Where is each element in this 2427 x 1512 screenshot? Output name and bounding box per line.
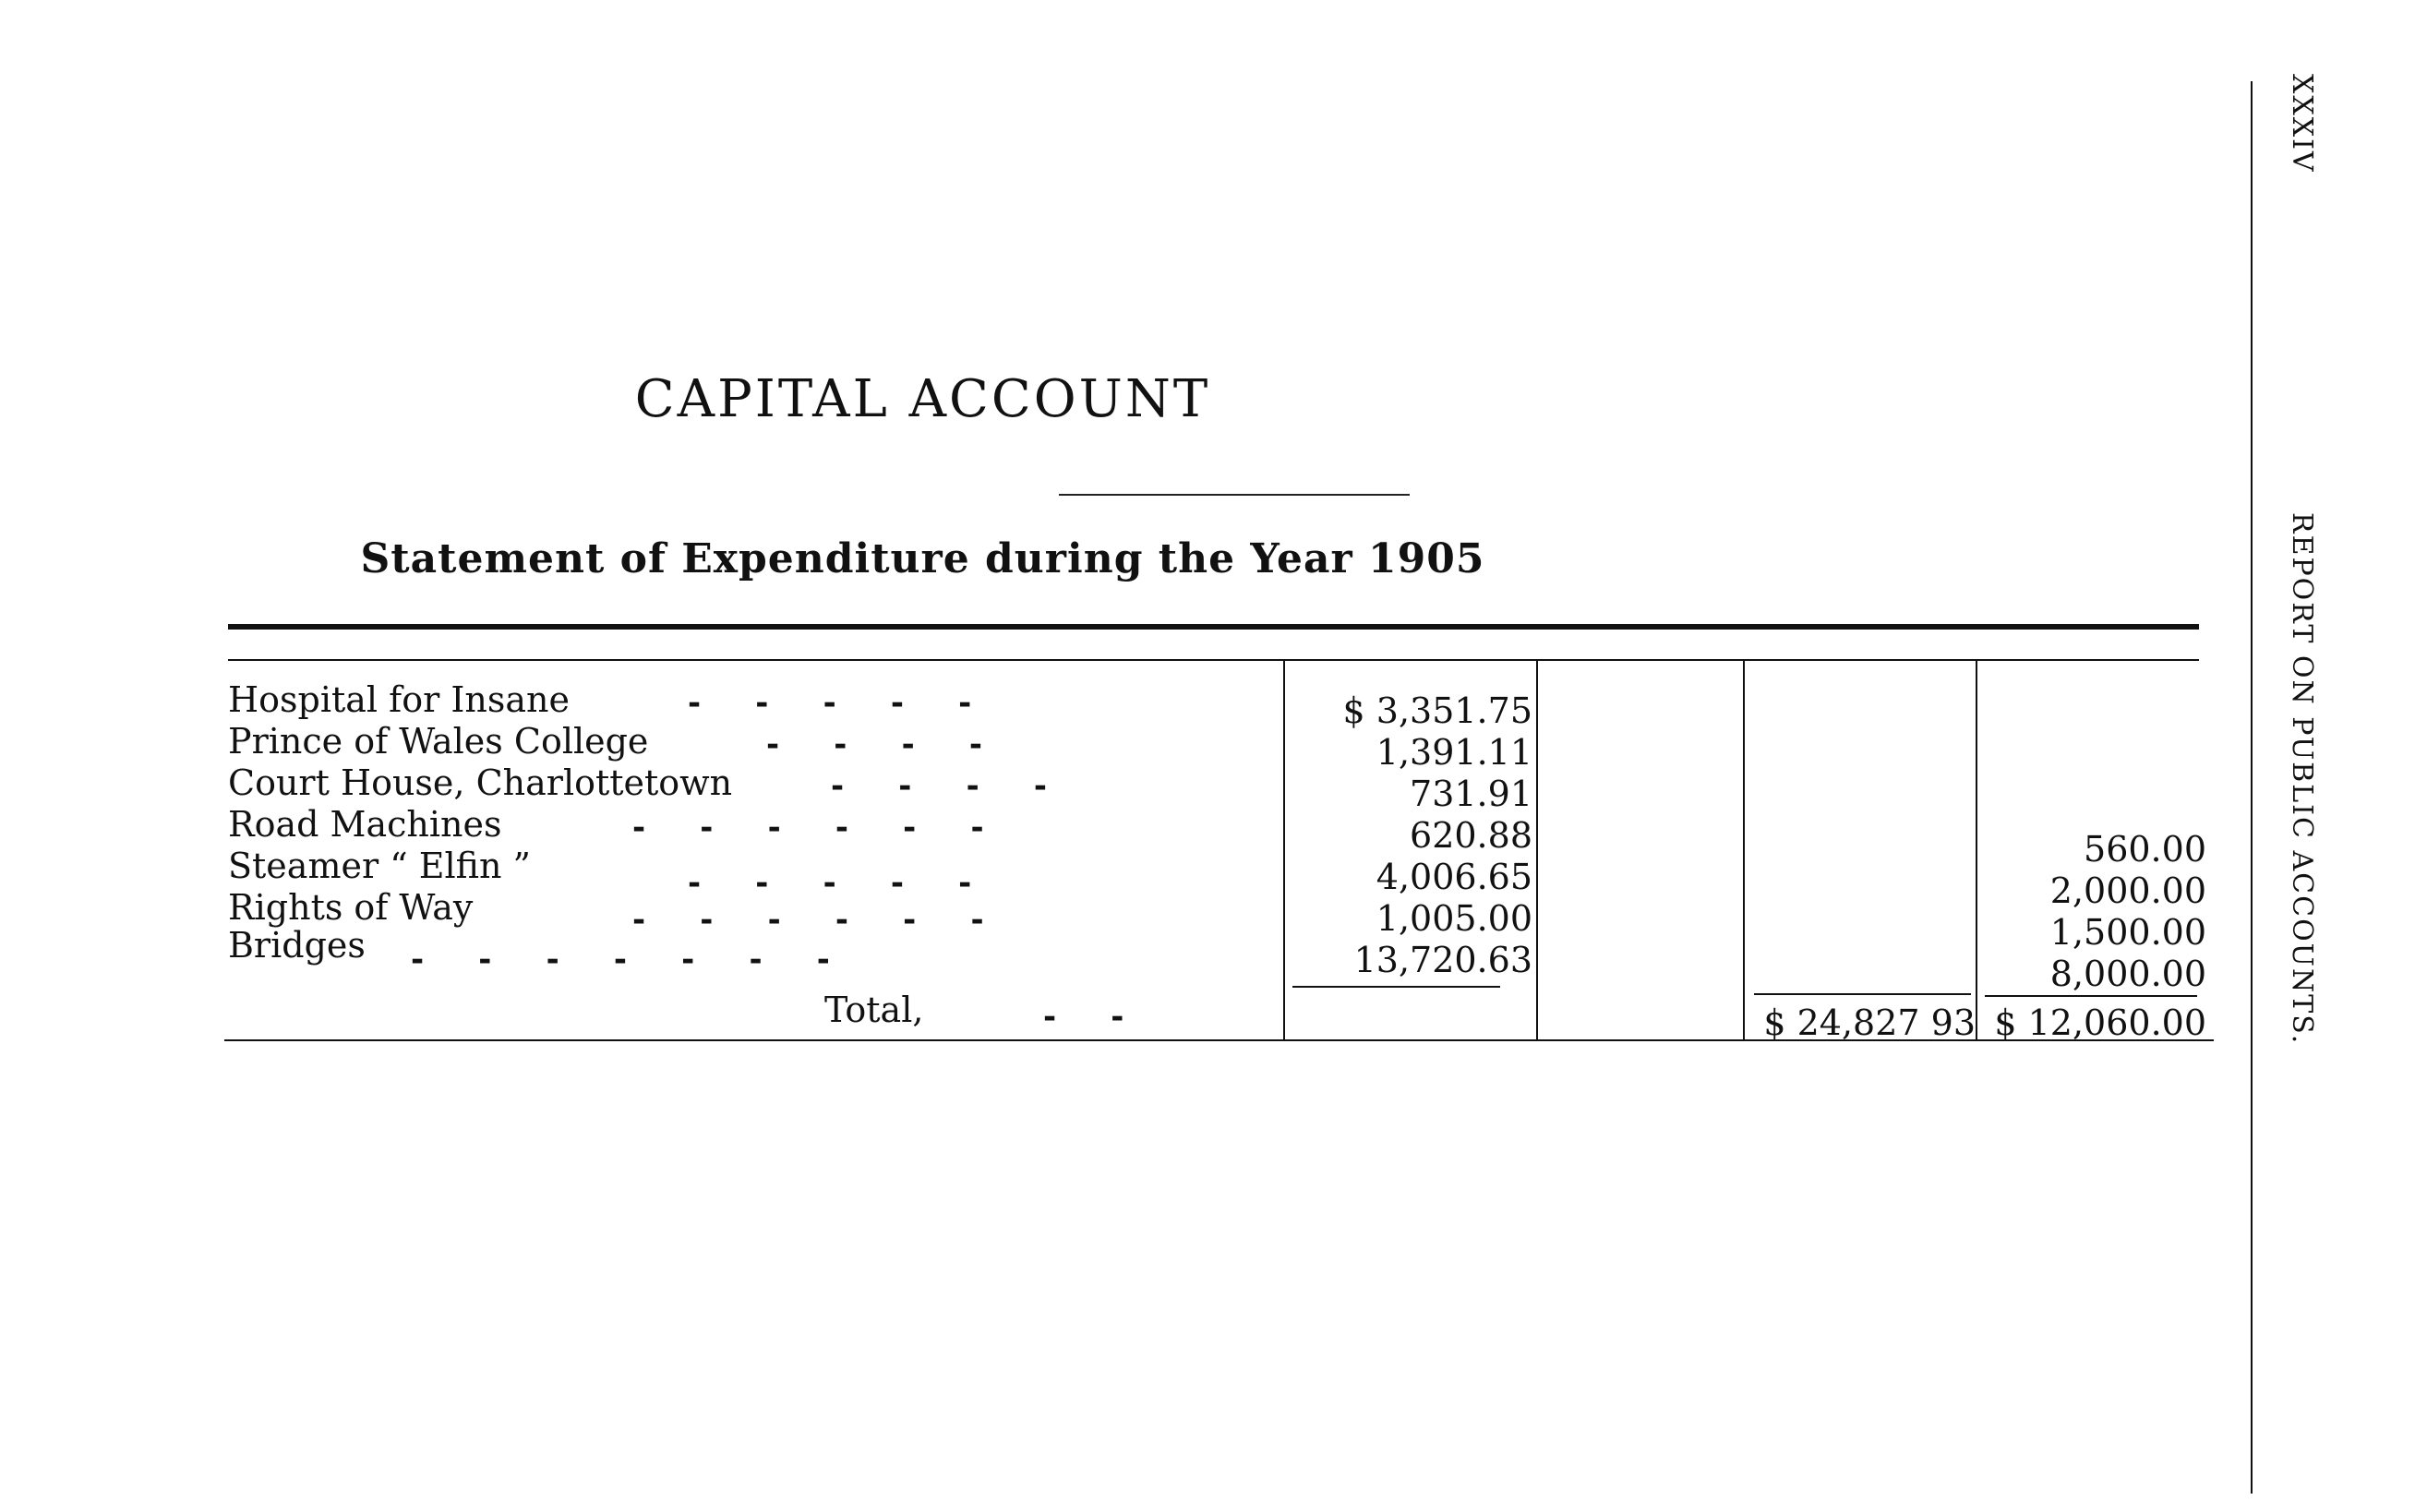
row-label: Bridges [228,925,366,966]
row-label: Prince of Wales College [228,721,649,762]
page-title: CAPITAL ACCOUNT [634,369,1211,429]
row-label: Court House, Charlottetown [228,762,733,803]
subtitle-block [0,535,2427,582]
row-amount-total-column: 2,000.00 [2049,870,2206,911]
subtotal-rule-col4 [1985,995,2197,997]
column-divider-2 [1536,661,1538,1039]
title-rule [1059,494,1410,496]
column-divider-3 [1743,661,1745,1039]
row-leader: - - - - - - [632,902,984,939]
row-amount: 731.91 [1410,774,1532,814]
page-number: XXXIV [2286,74,2318,174]
row-amount-total-column: 1,500.00 [2049,912,2206,953]
row-leader: - - - - [831,768,1047,805]
page-subtitle: Statement of Expenditure during the Year 1905 [360,535,1485,582]
row-leader: - - - - - [688,865,972,902]
row-amount: 1,005.00 [1376,898,1532,939]
subtotal-rule-col3 [1754,993,1971,995]
column-divider-1 [1283,661,1285,1039]
row-leader: - - - - - - - [411,942,830,978]
total-leader: - - [1043,999,1124,1036]
total-label: Total, [824,990,924,1030]
row-leader: - - - - - - [632,810,984,846]
row-label: Steamer “ Elfin ” [228,846,531,886]
margin-rule [2251,81,2253,1494]
subtotal-rule-col1 [1292,986,1500,988]
row-label: Rights of Way [228,887,474,928]
row-amount: 4,006.65 [1376,857,1532,897]
table-top-rule-thick [228,624,2199,630]
running-head: REPORT ON PUBLIC ACCOUNTS. [2286,512,2318,1046]
row-amount-total-column: 8,000.00 [2049,954,2206,994]
grand-total-col4: $ 12,060.00 [1994,1002,2206,1043]
row-label: Road Machines [228,804,502,845]
row-leader: - - - - [766,726,982,763]
row-leader: - - - - - [688,685,972,722]
column-divider-4 [1976,661,1977,1039]
row-amount: 620.88 [1410,815,1532,856]
row-amount: 13,720.63 [1353,940,1532,980]
title-block [0,369,2427,429]
row-amount-total-column: 560.00 [2084,829,2206,870]
row-amount: 1,391.11 [1376,732,1532,773]
row-amount: $ 3,351.75 [1342,690,1532,731]
table-top-rule-thin [228,659,2199,661]
grand-total-col3: $ 24,827 93 [1763,1002,1976,1043]
row-label: Hospital for Insane [228,679,570,720]
